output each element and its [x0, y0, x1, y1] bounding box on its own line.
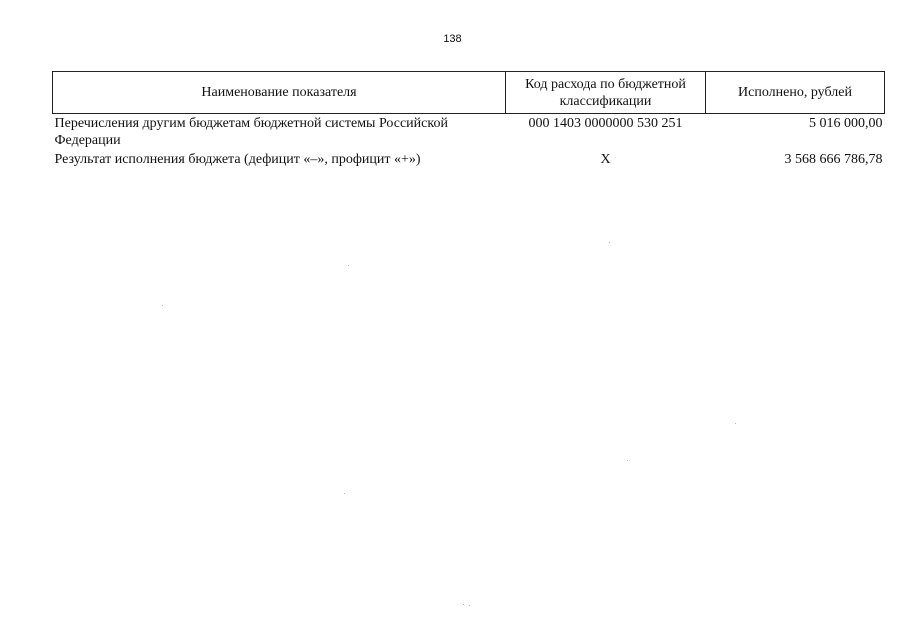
scan-speck [344, 493, 345, 494]
scan-speck [609, 242, 610, 243]
scan-speck [469, 605, 470, 606]
header-budget-code: Код расхода по бюджетной классификации [506, 72, 706, 114]
header-indicator-name: Наименование показателя [53, 72, 506, 114]
page-number: 138 [443, 33, 462, 45]
scan-speck [463, 604, 464, 605]
row-executed-amount: 3 568 666 786,78 [784, 152, 883, 167]
budget-execution-table [52, 71, 885, 168]
table-row [53, 149, 885, 168]
scan-speck [735, 423, 736, 424]
header-executed-amount: Исполнено, рублей [706, 72, 885, 114]
row-budget-code: X [600, 152, 611, 167]
row-indicator-name: Результат исполнения бюджета (дефицит «–», профицит «+») [54, 152, 421, 167]
header-row [53, 72, 885, 114]
row-budget-code: 000 1403 0000000 530 251 [528, 116, 683, 131]
row-executed-amount: 5 016 000,00 [809, 116, 883, 131]
table-header [53, 72, 885, 114]
scan-speck [348, 265, 349, 266]
table-body [53, 114, 885, 169]
scan-speck [627, 460, 628, 461]
table-row [53, 114, 885, 150]
scan-speck [162, 305, 163, 306]
row-indicator-name: Перечисления другим бюджетам бюджетной системы Российской Федерации [54, 116, 448, 148]
